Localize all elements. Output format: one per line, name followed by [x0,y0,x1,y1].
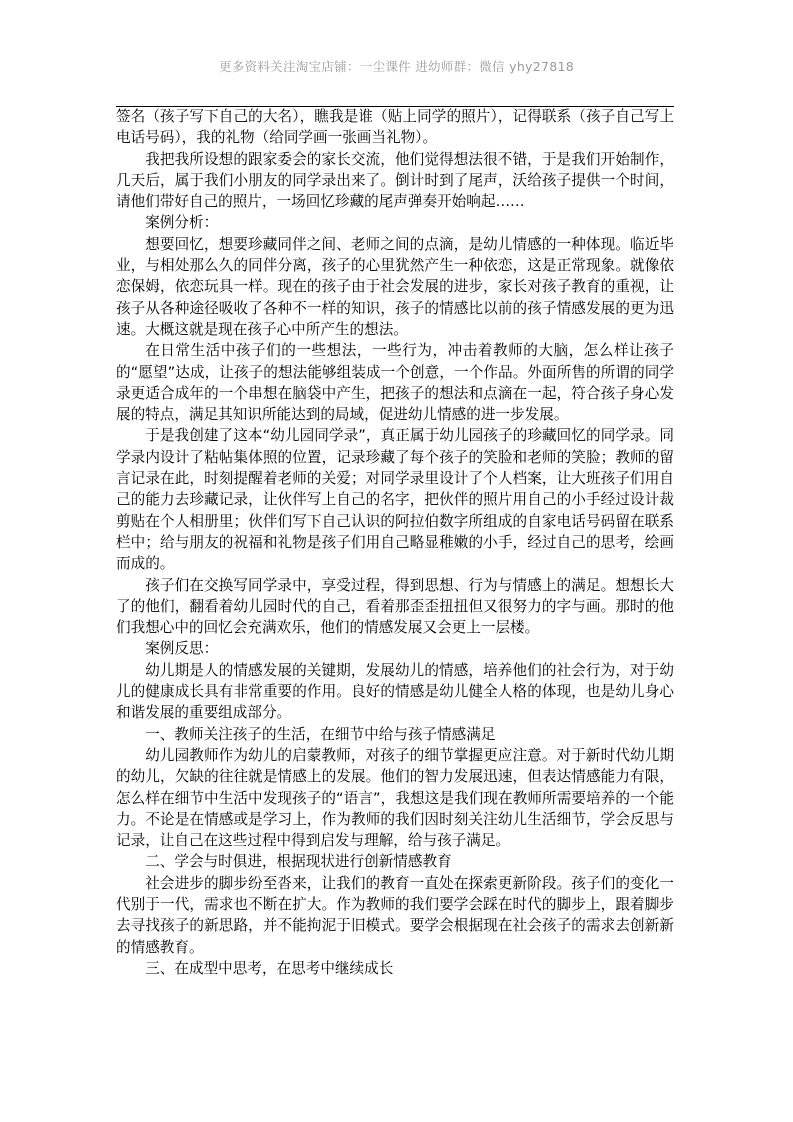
paragraph-point-two: 社会进步的脚步纷至沓来，让我们的教育一直处在探索更新阶段。孩子们的变化一代别于一代，需求也不断在扩大。作为教师的我们要学会踩在时代的脚步上，跟着脚步去寻找孩子的新思路，并不能拘泥于旧模式。要学会根据现在社会孩子的需求去创新新的情感教育。 [116,874,674,956]
heading-point-one: 一、教师关注孩子的生活，在细节中给与孩子情感满足 [145,725,496,743]
paragraph-parent-discussion: 我把我所设想的跟家委会的家长交流，他们觉得想法很不错，于是我们开始制作，几天后，属于我们小朋友的同学录出来了。倒计时到了尾声，沃给孩子提供一个时间，请他们带好自己的照片，一场回忆珍藏的尾声弹奏开始响起…… [116,150,674,211]
paragraph-analysis-emotion: 想要回忆，想要珍藏同伴之间、老师之间的点滴，是幼儿情感的一种体现。临近毕业，与相处那么久的同伴分离，孩子的心里犹然产生一种依恋，这是正常现象。就像依恋保姆，依恋玩具一样。现在的孩子由于社会发展的进步，家长对孩子教育的重视，让孩子从各种途径吸收了各种不一样的知识，孩子的情感比以前的孩子情感发展的更为迅速。大概这就是现在孩子心中所产生的想法。 [116,235,674,338]
paragraph-analysis-ideas: 在日常生活中孩子们的一些想法，一些行为，冲击着教师的大脑，怎么样让孩子的“愿望”达成，让孩子的想法能够组装成一个创意，一个作品。外面所售的所谓的同学录更适合成年的一个串想在脑袋中产生，把孩子的想法和点滴在一起，符合孩子身心发展的特点，满足其知识所能达到的局域，促进幼儿情感的进一步发展。 [116,342,674,424]
paragraph-point-one: 幼儿园教师作为幼儿的启蒙教师，对孩子的细节掌握更应注意。对于新时代幼儿期的幼儿，欠缺的往往就是情感上的发展。他们的智力发展迅速，但表达情感能力有限，怎么样在细节中生活中发现孩子的“语言”，我想这是我们现在教师所需要培养的一个能力。不论是在情感或是学习上，作为教师的我们因时刻关注幼儿生活细节，学会反思与记录，让自己在这些过程中得到启发与理解，给与孩子满足。 [116,746,674,850]
paragraph-classmate-book: 于是我创建了这本“幼儿园同学录”，真正属于幼儿园孩子的珍藏回忆的同学录。同学录内设计了粘帖集体照的位置，记录珍藏了每个孩子的笑脸和老师的笑脸；教师的留言记录在此，时刻提醒着老师的关爱；对同学录里设计了个人档案，让大班孩子们用自己的能力去珍藏记录，让伙伴写上自己的名字，把伙伴的照片用自己的小手经过设计裁剪贴在个人相册里；伙伴们写下自己认识的阿拉伯数字所组成的自家电话号码留在联系栏中；给与朋友的祝福和礼物是孩子们用自己略显稚嫩的小手，经过自己的思考，绘画而成的。 [116,427,674,573]
heading-case-reflection: 案例反思： [145,640,219,658]
heading-point-three: 三、在成型中思考，在思考中继续成长 [145,959,394,977]
heading-point-two: 二、学会与时俱进，根据现状进行创新情感教育 [145,853,452,871]
paragraph-exchange: 孩子们在交换写同学录中，享受过程，得到思想、行为与情感上的满足。想想长大了的他们，翻看着幼儿园时代的自己，看着那歪歪扭扭但又很努力的字与画。那时的他们我想心中的回忆会充满欢乐，他们的情感发展又会更上一层楼。 [116,576,674,637]
heading-case-analysis: 案例分析： [145,214,219,232]
paragraph-signature-list: 签名（孩子写下自己的大名），瞧我是谁（贴上同学的照片），记得联系（孩子自己写上电话号码），我的礼物（给同学画一张画当礼物）。 [116,108,674,147]
header-watermark: 更多资料关注淘宝店铺：一尘课件 进幼师群：微信 yhy27818 [218,59,575,74]
paragraph-reflection-intro: 幼儿期是人的情感发展的关键期，发展幼儿的情感，培养他们的社会行为，对于幼儿的健康成长具有非常重要的作用。良好的情感是幼儿健全人格的体现，也是幼儿身心和谐发展的重要组成部分。 [116,661,674,722]
document-body [116,106,674,979]
